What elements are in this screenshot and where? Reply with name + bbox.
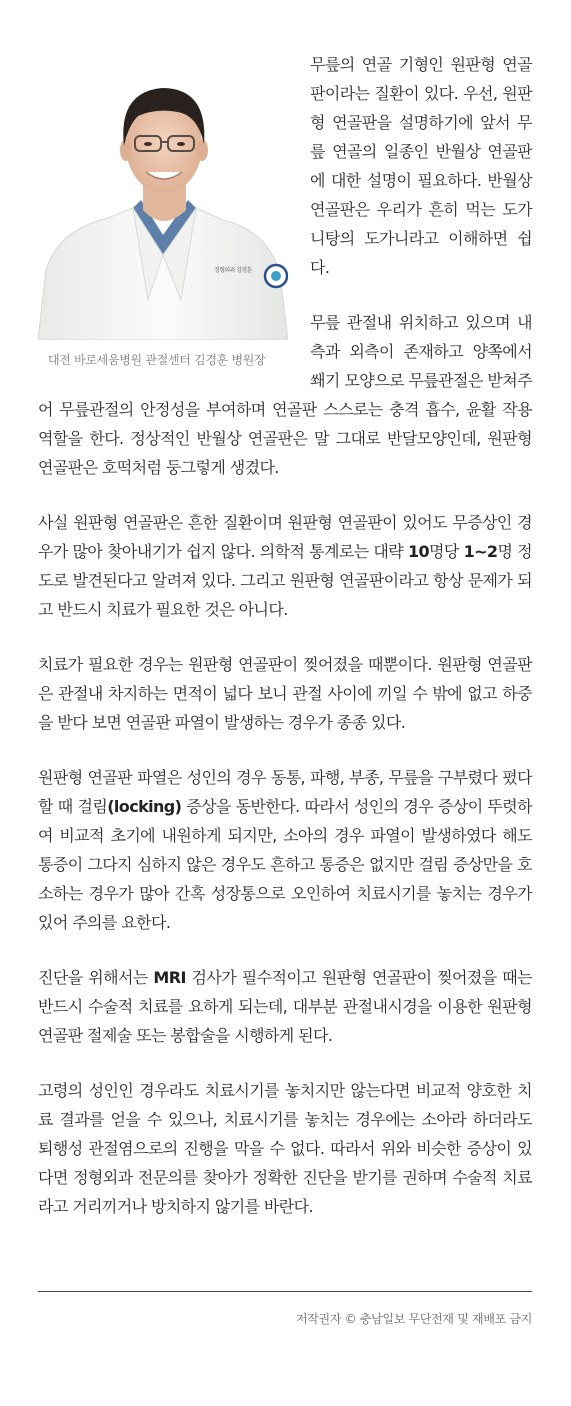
- paragraph-text: 치료가 필요한 경우는 원판형 연골판이 찢어졌을 때뿐이다. 원판형 연골판은 관절내 차지하는 면적이 넓다 보니 관절 사이에 끼일 수 밖에 없고 하중을 받다 보면 연골판 파열이 발생하는 경우가 종종 있다.: [38, 655, 532, 732]
- bold-text: 10: [407, 542, 430, 561]
- copyright-notice: 저작권자 © 충남일보 무단전재 및 재배포 금지: [295, 1312, 532, 1326]
- paragraph-text: 무릎 관절내 위치하고 있으며 내측과 외측이 존재하고 양쪽에서 쐐기 모양으로 무릎관절은 받쳐주어 무릎관절의 안정성을 부여하며 연골판 스스로는 충격 흡수, 윤활 작용 역할을 한다. 정상적인 반월상 연골판은 말 그대로 반달모양인데, 원판형 연골판은 호떡처럼 둥그렇게 생겼다.: [38, 313, 532, 477]
- article-paragraph: [38, 508, 532, 624]
- paragraph-text: 원판형 연골판 파열은 성인의 경우 동통, 파행, 부종, 무릎을 구부렸다 폈다 할 때 걸림: [38, 768, 532, 816]
- paragraph-text: 명당: [429, 542, 464, 561]
- article-paragraph: [38, 763, 532, 937]
- paragraph-text: 검사가 필수적이고 원판형 연골판이 찢어졌을 때는 반드시 수술적 치료를 요하게 되는데, 대부분 관절내시경을 이용한 원판형 연골판 절제술 또는 봉합술을 시행하게 된다.: [38, 968, 532, 1045]
- paragraph-text: 진단을 위해서는: [38, 968, 154, 987]
- coat-name-tag: 정형외과 김경훈: [214, 267, 252, 274]
- article-paragraph: [38, 1076, 532, 1221]
- paragraph-text: 고령의 성인인 경우라도 치료시기를 놓치지만 않는다면 비교적 양호한 치료 결과를 얻을 수 있으나, 치료시기를 놓치는 경우에는 소아라 하더라도 퇴행성 관절염으로의 진행을 막을 수 없다. 따라서 위와 비슷한 증상이 있다면 정형외과 전문의를 찾아가 정확한 진단을 받기를 권하며 수술적 치료라고 거리끼거나 방치하지 않기를 바란다.: [38, 1081, 532, 1216]
- article-figure: [38, 50, 288, 370]
- bold-text: MRI: [153, 968, 186, 987]
- article-paragraph: [38, 650, 532, 737]
- bold-text: 1~2: [463, 542, 498, 561]
- paragraph-text: 무릎의 연골 기형인 원판형 연골판이라는 질환이 있다. 우선, 원판형 연골판을 설명하기에 앞서 무릎 연골의 일종인 반월상 연골판에 대한 설명이 필요하다. 반월상 연골판은 우리가 흔히 먹는 도가니탕의 도가니라고 이해하면 쉽다.: [310, 55, 532, 277]
- article-paragraph: [38, 963, 532, 1050]
- article-body: [38, 0, 532, 1247]
- photo-caption: 대전 바로세움병원 관절센터 김경훈 병원장: [48, 353, 266, 367]
- paragraph-text: 명 정도로 발견된다고 알려져 있다. 그리고 원판형 연골판이라고 항상 문제가 되고 반드시 치료가 필요한 것은 아니다.: [38, 542, 532, 619]
- doctor-photo[interactable]: [38, 50, 288, 340]
- footer-divider: [38, 1291, 532, 1292]
- bold-text: (locking): [107, 797, 182, 816]
- paragraph-text: 증상을 동반한다. 따라서 성인의 경우 증상이 뚜렷하여 비교적 초기에 내원하게 되지만, 소아의 경우 파열이 발생하였다 해도 통증이 그다지 심하지 않은 경우도 흔하고 통증은 없지만 걸림 증상만을 호소하는 경우가 많아 간혹 성장통으로 오인하여 치료시기를 놓치는 경우가 있어 주의를 요한다.: [38, 797, 532, 932]
- paragraph-text: 사실 원판형 연골판은 흔한 질환이며 원판형 연골판이 있어도 무증상인 경우가 많아 찾아내기가 쉽지 않다. 의학적 통계로는 대략: [38, 513, 532, 561]
